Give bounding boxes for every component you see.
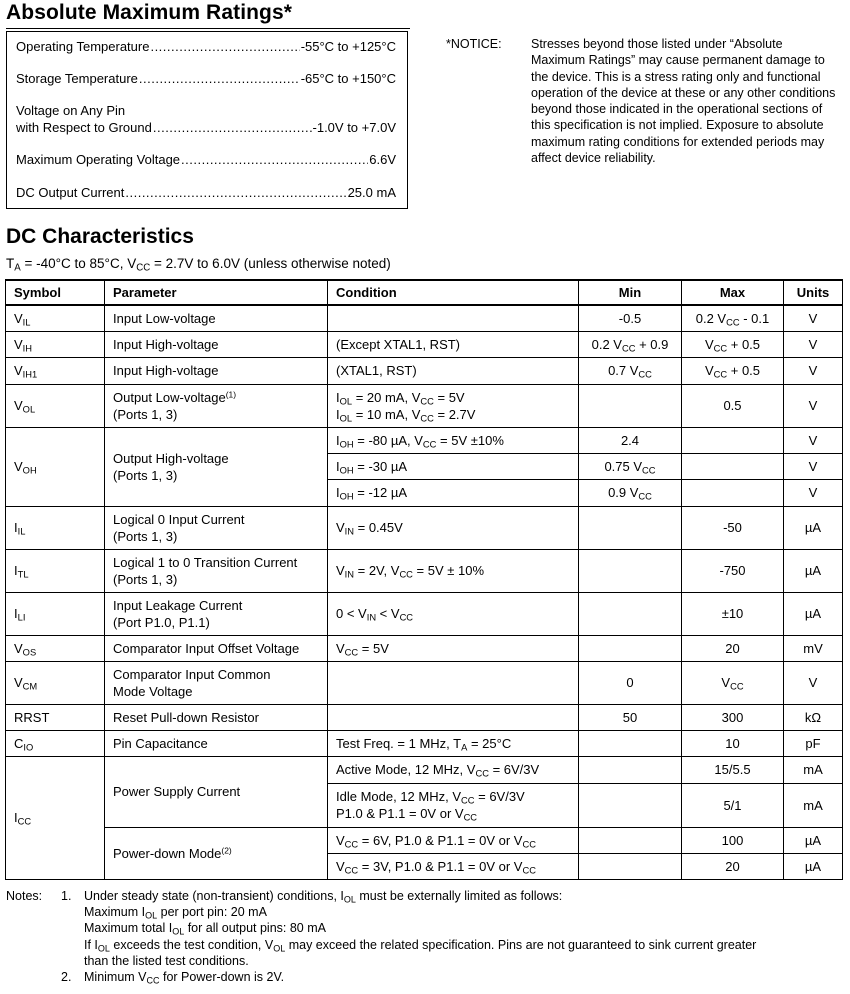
symbol-cell: $V_{IH}$ <box>6 331 105 357</box>
amr-label: Maximum Operating Voltage <box>16 152 181 167</box>
min-cell <box>579 592 682 635</box>
parameter-cell: Input High-voltage <box>105 357 328 384</box>
min-cell: 50 <box>579 704 682 730</box>
parameter-cell: Comparator Input Common Mode Voltage <box>105 661 328 704</box>
amr-row-voltage-pin <box>16 120 396 135</box>
max-cell: 300 <box>682 704 784 730</box>
max-cell: -50 <box>682 506 784 549</box>
note-line: Notes: 1. Under steady state (non-transient) conditions, $I_{OL}$ must be externally limited as follows: <box>6 889 563 905</box>
col-max: Max <box>682 280 784 305</box>
symbol-cell: $C_{IO}$ <box>6 730 105 756</box>
max-cell: 5/1 <box>682 783 784 827</box>
symbol-cell: $V_{IH1}$ <box>6 357 105 384</box>
col-min: Min <box>579 280 682 305</box>
max-cell: ±10 <box>682 592 784 635</box>
min-cell <box>579 384 682 427</box>
condition-cell: $V_{CC} = 6V$, P1.0 & P1.1 = 0V or $V_{CC}$ <box>328 827 579 853</box>
condition-cell <box>328 305 579 331</box>
leader-dots <box>125 185 346 200</box>
notice-key: *NOTICE: <box>446 37 502 51</box>
parameter-cell: Input Low-voltage <box>105 305 328 331</box>
table-header <box>6 280 843 305</box>
parameter-cell: Power-down Mode$^{(2)}$ <box>105 827 328 879</box>
amr-row-max-voltage <box>16 152 396 167</box>
min-cell <box>579 756 682 783</box>
table-row <box>6 635 843 661</box>
amr-value: 25.0 mA <box>347 185 396 200</box>
condition-cell <box>328 661 579 704</box>
units-cell: V <box>784 384 843 427</box>
amr-label: DC Output Current <box>16 185 125 200</box>
condition-cell: $I_{OH} = -80$ µA, $V_{CC} = 5V \pm 10\%$ <box>328 427 579 453</box>
symbol-cell: $V_{OS}$ <box>6 635 105 661</box>
amr-row-storage-temp <box>16 71 396 86</box>
units-cell: µA <box>784 827 843 853</box>
table-row <box>6 661 843 704</box>
condition-cell: (Except XTAL1, RST) <box>328 331 579 357</box>
max-cell <box>682 427 784 453</box>
parameter-cell: Logical 0 Input Current (Ports 1, 3) <box>105 506 328 549</box>
condition-cell: Test Freq. = 1 MHz, $T_A = 25^\circ C$ <box>328 730 579 756</box>
max-cell: 20 <box>682 853 784 879</box>
condition-cell: (XTAL1, RST) <box>328 357 579 384</box>
note-line: than the listed test conditions. <box>84 953 249 968</box>
symbol-cell: $I_{TL}$ <box>6 549 105 592</box>
condition-cell: $I_{OL} = 20$ mA, $V_{CC} = 5V$ $I_{OL} = 10$ mA, $V_{CC} = 2.7V$ <box>328 384 579 427</box>
note-line: Maximum $I_{OL}$ per port pin: 20 mA <box>84 905 267 921</box>
note-line: If $I_{OL}$ exceeds the test condition, $V_{OL}$ may exceed the related specification. Pins are not guaranteed to sink current greater <box>84 937 757 953</box>
table-row <box>6 592 843 635</box>
table-row <box>6 756 843 783</box>
symbol-cell: RRST <box>6 704 105 730</box>
units-cell: µA <box>784 853 843 879</box>
max-cell <box>682 479 784 506</box>
table-row <box>6 827 843 853</box>
table-row <box>6 384 843 427</box>
amr-value: -55°C to +125°C <box>300 39 396 54</box>
amr-label: Operating Temperature <box>16 39 150 54</box>
col-units: Units <box>784 280 843 305</box>
parameter-cell: Comparator Input Offset Voltage <box>105 635 328 661</box>
amr-label: Storage Temperature <box>16 71 138 86</box>
units-cell: V <box>784 331 843 357</box>
units-cell: V <box>784 427 843 453</box>
units-cell: V <box>784 305 843 331</box>
units-cell: µA <box>784 506 843 549</box>
parameter-cell: Input High-voltage <box>105 331 328 357</box>
min-cell: 0.2 $V_{CC} + 0.9$ <box>579 331 682 357</box>
units-cell: V <box>784 479 843 506</box>
leader-dots <box>153 120 312 135</box>
units-cell: mA <box>784 756 843 783</box>
min-cell <box>579 853 682 879</box>
note-line: Maximum total $I_{OL}$ for all output pins: 80 mA <box>84 921 326 937</box>
amr-title: Absolute Maximum Ratings* <box>6 1 293 24</box>
symbol-cell: $V_{OL}$ <box>6 384 105 427</box>
min-cell <box>579 730 682 756</box>
parameter-cell: Pin Capacitance <box>105 730 328 756</box>
dc-table <box>5 279 843 880</box>
table-row <box>6 427 843 453</box>
amr-label-line1: Voltage on Any Pin <box>16 103 126 118</box>
max-cell: 0.5 <box>682 384 784 427</box>
condition-cell: $V_{CC} = 3V$, P1.0 & P1.1 = 0V or $V_{CC}$ <box>328 853 579 879</box>
min-cell <box>579 506 682 549</box>
max-cell: 10 <box>682 730 784 756</box>
min-cell <box>579 783 682 827</box>
condition-cell: $I_{OH} = -12$ µA <box>328 479 579 506</box>
max-cell: 20 <box>682 635 784 661</box>
condition-cell: $V_{IN} = 2V$, $V_{CC} = 5V \pm 10\%$ <box>328 549 579 592</box>
parameter-cell: Power Supply Current <box>105 756 328 827</box>
col-parameter: Parameter <box>105 280 328 305</box>
parameter-cell: Output High-voltage (Ports 1, 3) <box>105 427 328 506</box>
table-row <box>6 549 843 592</box>
leader-dots <box>139 71 300 86</box>
max-cell: $V_{CC} + 0.5$ <box>682 331 784 357</box>
notice-text: Stresses beyond those listed under “Absolute Maximum Ratings” may cause permanent damage to the device. This is a stress rating only and functional operation of the device at these or any other conditions beyond those indicated in the operational sections of this specification is not implied. Exposure to absolute maximum rating conditions for extended periods may affect device reliability. <box>531 37 836 166</box>
units-cell: mA <box>784 783 843 827</box>
max-cell: -750 <box>682 549 784 592</box>
units-cell: µA <box>784 549 843 592</box>
dc-title: DC Characteristics <box>6 225 194 248</box>
min-cell: 0.7 $V_{CC}$ <box>579 357 682 384</box>
units-cell: mV <box>784 635 843 661</box>
symbol-cell: $I_{CC}$ <box>6 756 105 879</box>
max-cell: 0.2 $V_{CC} - 0.1$ <box>682 305 784 331</box>
amr-value: -65°C to +150°C <box>300 71 396 86</box>
symbol-cell: $V_{IL}$ <box>6 305 105 331</box>
table-row <box>6 730 843 756</box>
note-line: 2. Minimum $V_{CC}$ for Power-down is 2V. <box>61 970 285 986</box>
units-cell: V <box>784 453 843 479</box>
test-conditions: $T_A = -40^\circ C$ to 85°C, $V_{CC} = 2.7V$ to 6.0V (unless otherwise noted) <box>6 256 391 274</box>
parameter-cell: Reset Pull-down Resistor <box>105 704 328 730</box>
amr-value: 6.6V <box>369 152 396 167</box>
max-cell <box>682 453 784 479</box>
amr-title-rule <box>6 28 410 29</box>
amr-row-operating-temp <box>16 39 396 54</box>
amr-label: with Respect to Ground <box>16 120 152 135</box>
max-cell: $V_{CC} + 0.5$ <box>682 357 784 384</box>
table-row <box>6 704 843 730</box>
condition-cell <box>328 704 579 730</box>
min-cell: 0 <box>579 661 682 704</box>
col-symbol: Symbol <box>6 280 105 305</box>
condition-cell: Idle Mode, 12 MHz, $V_{CC} = 6V/3V$ P1.0 & P1.1 = 0V or $V_{CC}$ <box>328 783 579 827</box>
leader-dots <box>150 39 299 54</box>
col-condition: Condition <box>328 280 579 305</box>
parameter-cell: Output Low-voltage$^{(1)}$ (Ports 1, 3) <box>105 384 328 427</box>
min-cell: 0.75 $V_{CC}$ <box>579 453 682 479</box>
max-cell: 15/5.5 <box>682 756 784 783</box>
table-row <box>6 305 843 331</box>
table-row <box>6 506 843 549</box>
symbol-cell: $V_{OH}$ <box>6 427 105 506</box>
units-cell: kΩ <box>784 704 843 730</box>
max-cell: 100 <box>682 827 784 853</box>
parameter-cell: Input Leakage Current (Port P1.0, P1.1) <box>105 592 328 635</box>
condition-cell: $I_{OH} = -30$ µA <box>328 453 579 479</box>
parameter-cell: Logical 1 to 0 Transition Current (Ports 1, 3) <box>105 549 328 592</box>
units-cell: µA <box>784 592 843 635</box>
min-cell: -0.5 <box>579 305 682 331</box>
min-cell <box>579 635 682 661</box>
condition-cell: $V_{CC} = 5V$ <box>328 635 579 661</box>
amr-row-dc-output <box>16 185 396 200</box>
min-cell <box>579 827 682 853</box>
min-cell <box>579 549 682 592</box>
symbol-cell: $I_{IL}$ <box>6 506 105 549</box>
notes <box>6 888 756 985</box>
min-cell: 2.4 <box>579 427 682 453</box>
amr-box <box>6 31 408 209</box>
symbol-cell: $I_{LI}$ <box>6 592 105 635</box>
condition-cell: $0 < V_{IN} < V_{CC}$ <box>328 592 579 635</box>
amr-value: -1.0V to +7.0V <box>312 120 396 135</box>
table-row <box>6 331 843 357</box>
units-cell: pF <box>784 730 843 756</box>
max-cell: $V_{CC}$ <box>682 661 784 704</box>
units-cell: V <box>784 357 843 384</box>
units-cell: V <box>784 661 843 704</box>
condition-cell: Active Mode, 12 MHz, $V_{CC} = 6V/3V$ <box>328 756 579 783</box>
table-row <box>6 357 843 384</box>
leader-dots <box>181 152 368 167</box>
condition-cell: $V_{IN} = 0.45V$ <box>328 506 579 549</box>
symbol-cell: $V_{CM}$ <box>6 661 105 704</box>
min-cell: 0.9 $V_{CC}$ <box>579 479 682 506</box>
